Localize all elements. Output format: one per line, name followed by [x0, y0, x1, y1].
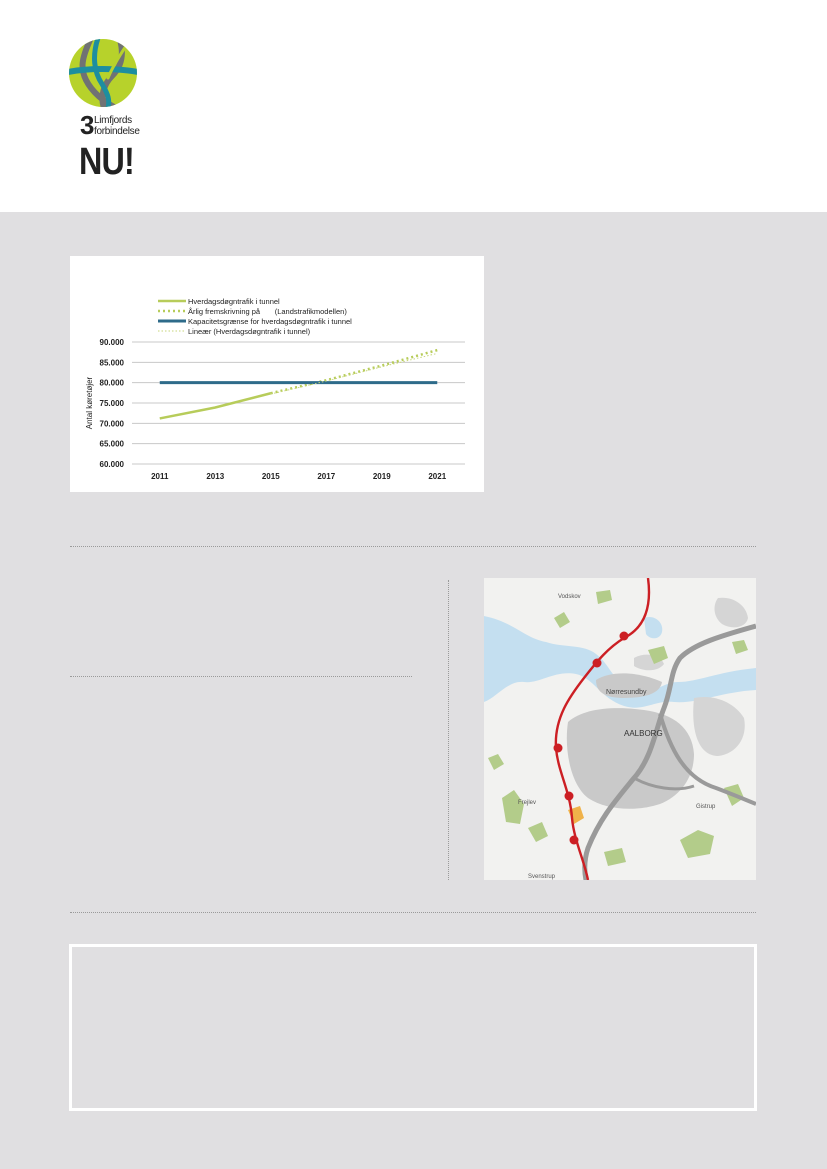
traffic-chart — [70, 256, 484, 492]
legend-label-1: Hverdagsdøgntrafik i tunnel — [188, 297, 280, 306]
divider-vertical — [448, 580, 449, 880]
aalborg-map — [484, 578, 756, 880]
map-label-vodskov: Vodskov — [558, 594, 581, 600]
y-tick-label: 65.000 — [99, 439, 124, 449]
logo-wordmark — [80, 112, 140, 184]
series-line-2 — [271, 350, 438, 393]
y-tick-label: 75.000 — [99, 399, 124, 408]
logo-number: 3 — [80, 110, 95, 140]
logo-headline: NU! — [79, 141, 134, 183]
logo-line-2: forbindelse — [94, 126, 140, 137]
limfjord-logo-icon — [68, 38, 138, 108]
x-tick-label: 2015 — [261, 472, 280, 481]
map-label-gistrup: Gistrup — [696, 804, 716, 810]
legend-label-3: Kapacitetsgrænse for hverdagsdøgntrafik i tunnel — [188, 317, 352, 326]
map-label-aalborg: AALBORG — [624, 729, 663, 738]
aalborg-map-svg — [484, 578, 756, 880]
y-tick-label: 60.000 — [99, 460, 124, 469]
y-tick-label: 85.000 — [99, 358, 124, 368]
map-label-noerresundby: Nørresundby — [606, 689, 647, 696]
series-line-1 — [160, 393, 271, 418]
logo-line-1: Limfjords — [94, 115, 132, 126]
legend-label-2: Årlig fremskrivning på (Landstrafikmodellen) — [188, 307, 347, 316]
y-axis-label: Antal køretøjer — [85, 376, 94, 430]
y-tick-label: 90.000 — [99, 338, 124, 347]
x-tick-label: 2021 — [428, 472, 447, 481]
x-tick-label: 2019 — [372, 472, 391, 481]
x-tick-label: 2017 — [317, 472, 336, 481]
divider-1 — [70, 546, 756, 547]
map-label-frejlev: Frejlev — [518, 800, 537, 806]
y-tick-label: 70.000 — [99, 419, 124, 429]
traffic-chart-svg — [70, 256, 484, 492]
x-tick-label: 2011 — [151, 472, 169, 481]
y-tick-label: 80.000 — [99, 378, 124, 388]
page-header — [0, 0, 827, 212]
info-box — [69, 944, 757, 1111]
legend-label-4: Lineær (Hverdagsdøgntrafik i tunnel) — [188, 327, 311, 336]
divider-2 — [70, 676, 412, 677]
x-tick-label: 2013 — [206, 472, 225, 481]
divider-3 — [70, 912, 756, 913]
map-label-svenstrup: Svenstrup — [528, 874, 556, 880]
